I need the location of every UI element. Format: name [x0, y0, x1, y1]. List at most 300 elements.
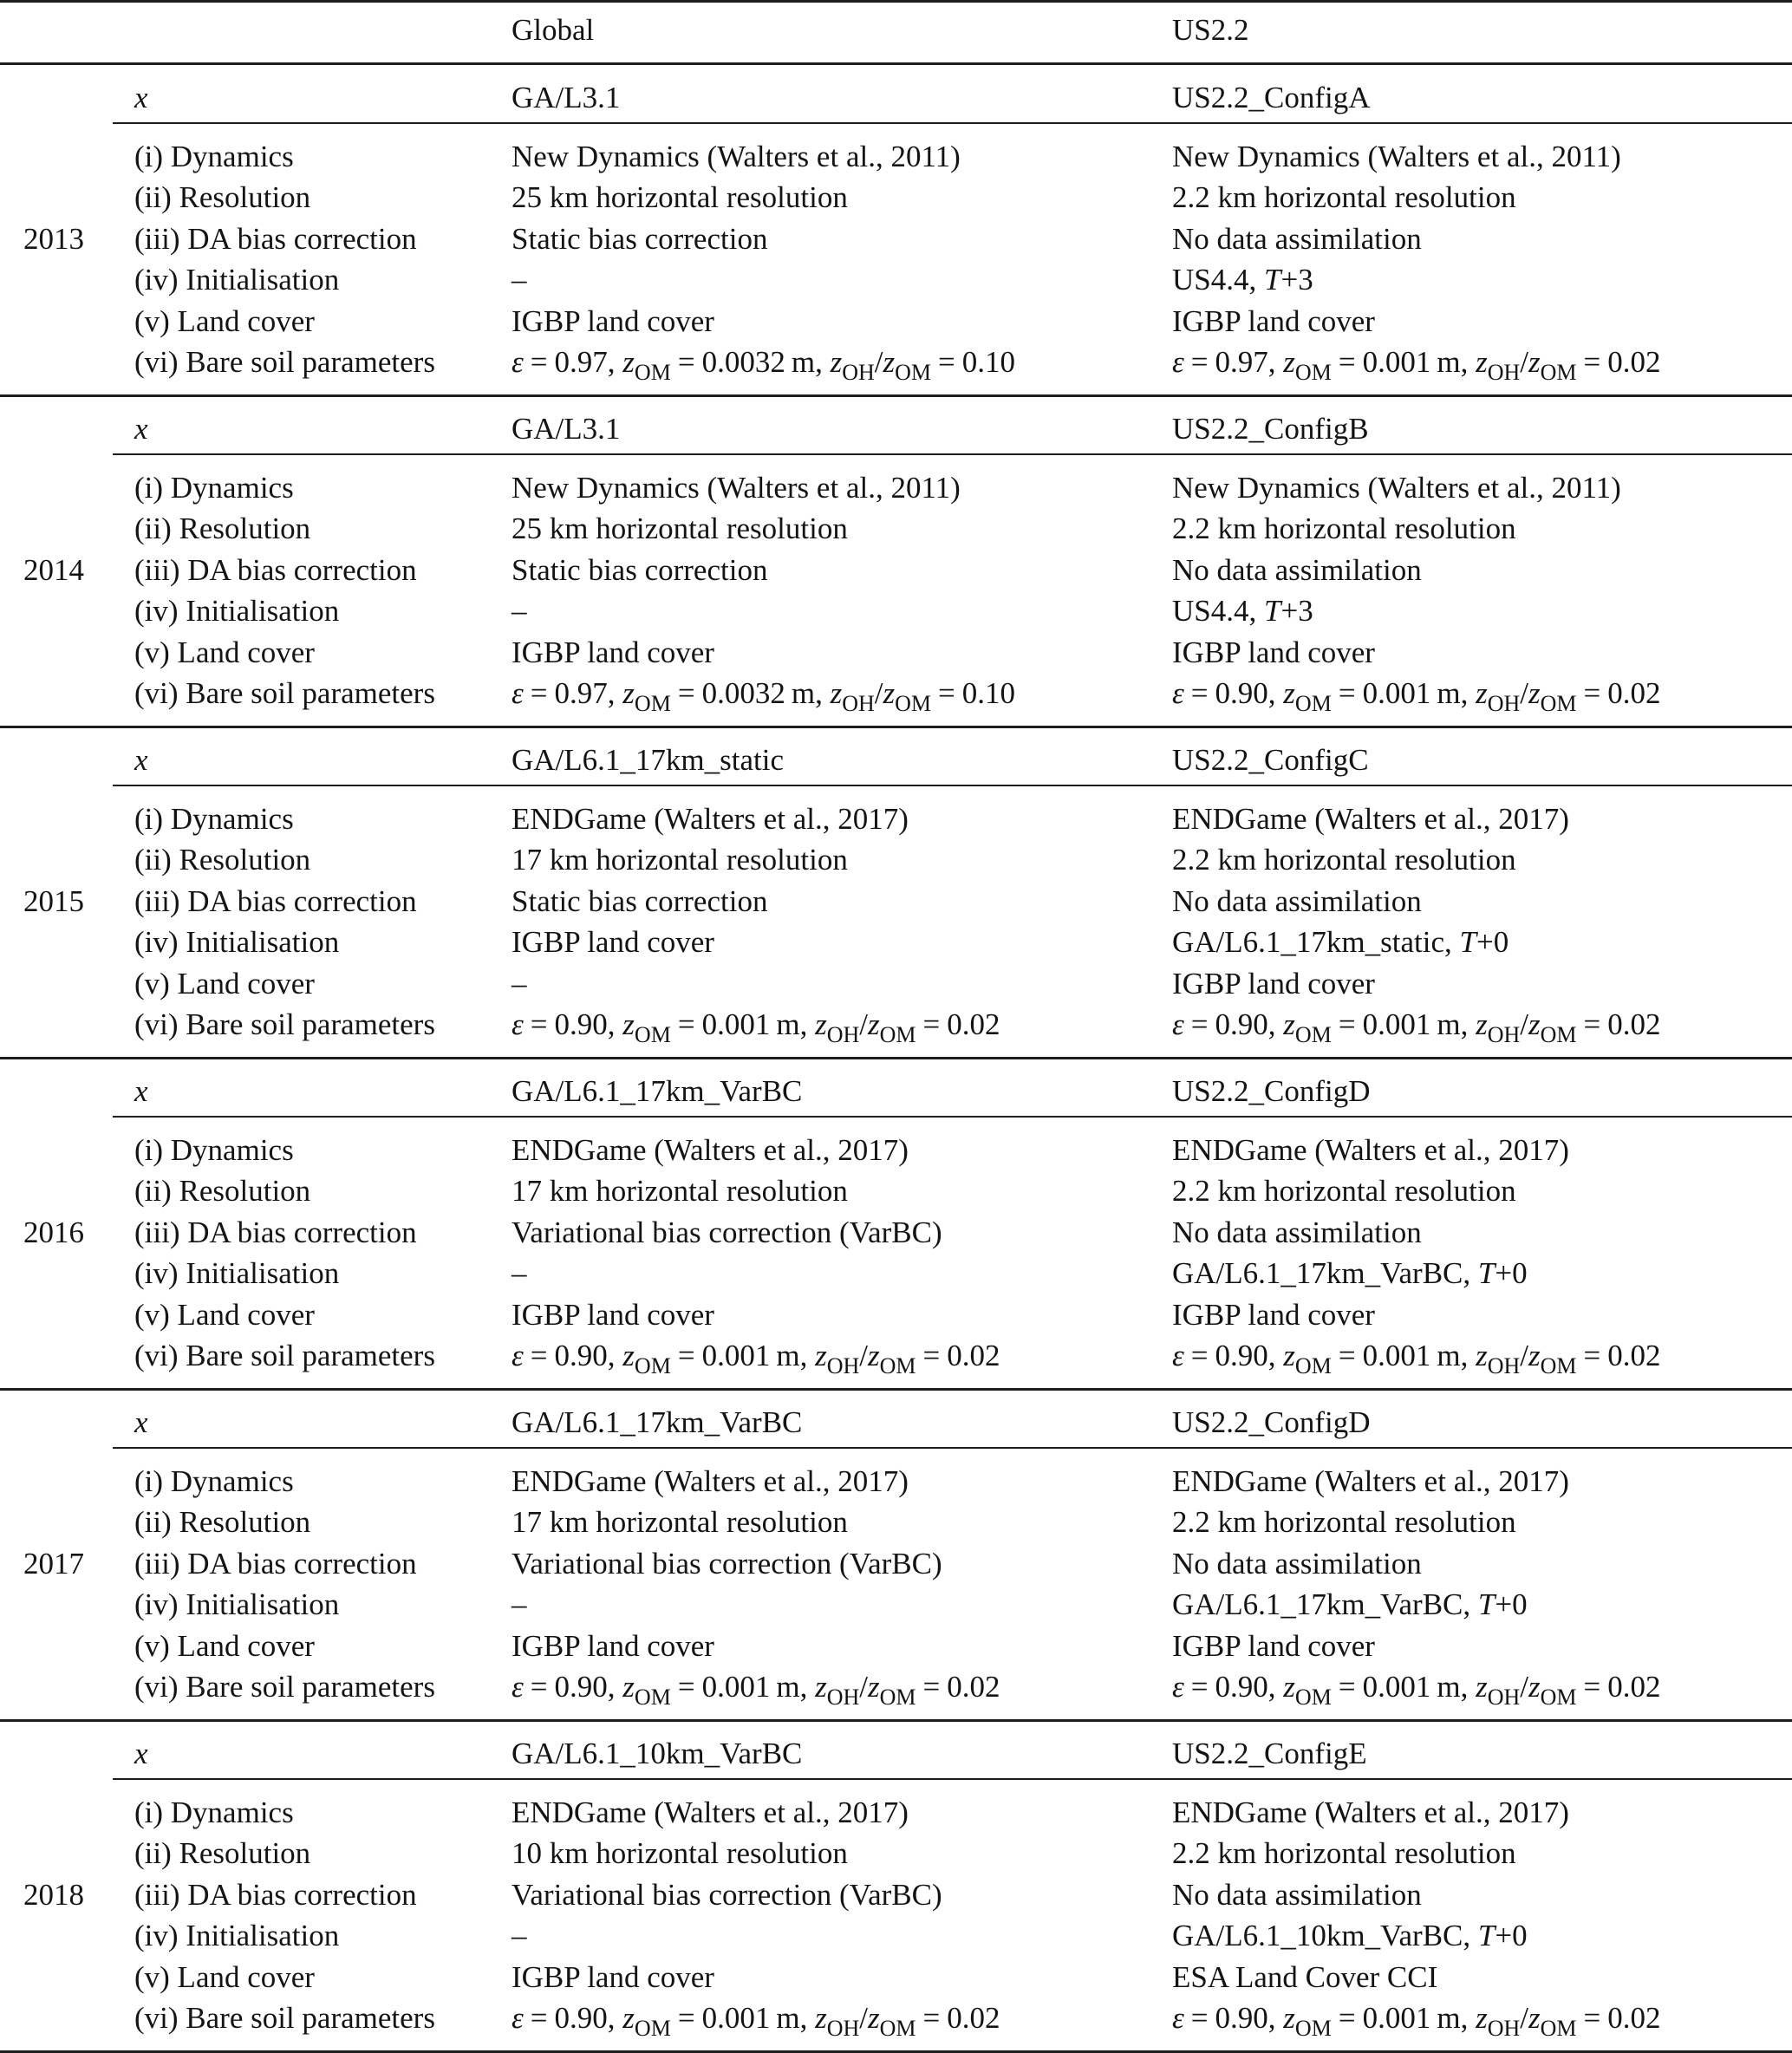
- year-label: 2018: [23, 1877, 84, 1912]
- subscript-om: OM: [895, 360, 932, 385]
- z-om-value: 0.0032: [701, 676, 785, 710]
- z-om-value: 0.001: [701, 2001, 771, 2035]
- equals-sign: =: [530, 676, 548, 710]
- row-label-bare-soil: (vi) Bare soil parameters: [134, 1007, 435, 1041]
- epsilon-symbol: ε: [1172, 676, 1184, 710]
- unit-m: m: [791, 676, 816, 710]
- us-dynamics: ENDGame (Walters et al., 2017): [1172, 1133, 1569, 1167]
- global-land-cover: IGBP land cover: [512, 303, 714, 338]
- us-da-bias: No data assimilation: [1172, 1215, 1422, 1249]
- unit-m: m: [776, 1670, 800, 1704]
- equals-sign: =: [530, 1339, 548, 1372]
- slash: /: [859, 2001, 868, 2035]
- slash: /: [1520, 345, 1528, 379]
- global-bare-soil: ε = 0.97, $z_{OM} = 0.0032$ m, $z_{OH}/z_{OM} = 0.10$: [512, 676, 1016, 716]
- unit-m: m: [1437, 1670, 1461, 1704]
- equals-sign: =: [1190, 1670, 1209, 1704]
- global-da-bias: Variational bias correction (VarBC): [512, 1215, 942, 1249]
- row-label-land-cover: (v) Land cover: [134, 303, 315, 338]
- slash: /: [1520, 1007, 1528, 1041]
- us-land-cover: IGBP land cover: [1172, 1297, 1375, 1332]
- z-symbol: z: [883, 345, 896, 379]
- subscript-om: OM: [1540, 691, 1577, 716]
- init-time-symbol: T: [1477, 1919, 1496, 1953]
- init-offset: +0: [1495, 1587, 1528, 1622]
- year-label: 2015: [23, 883, 84, 918]
- global-dynamics: New Dynamics (Walters et al., 2011): [512, 471, 961, 505]
- slash: /: [859, 1339, 868, 1372]
- z-symbol: z: [830, 345, 843, 379]
- config-rule: [113, 785, 1792, 786]
- init-prefix: US4.4,: [1172, 263, 1264, 297]
- init-prefix: GA/L6.1_17km_VarBC,: [1172, 1256, 1478, 1291]
- subscript-om: OM: [1540, 360, 1577, 385]
- row-label-resolution: (ii) Resolution: [134, 512, 311, 546]
- row-label-da-bias: (iii) DA bias correction: [134, 1215, 417, 1249]
- epsilon-value: 0.90: [1215, 2001, 1268, 2035]
- subscript-oh: OH: [842, 691, 875, 716]
- z-om-value: 0.001: [701, 1339, 771, 1372]
- global-config-name: GA/L6.1_10km_VarBC: [512, 1737, 803, 1770]
- slash: /: [874, 345, 883, 379]
- z-symbol: z: [622, 1007, 635, 1041]
- subscript-om: OM: [634, 1022, 671, 1047]
- subscript-oh: OH: [1487, 360, 1521, 385]
- ratio-value: 0.02: [1607, 345, 1661, 379]
- row-label-resolution: (ii) Resolution: [134, 180, 311, 215]
- init-time-symbol: T: [1477, 1256, 1496, 1291]
- us-da-bias: No data assimilation: [1172, 221, 1422, 256]
- equals-sign: =: [677, 1670, 695, 1704]
- subscript-oh: OH: [1487, 1685, 1521, 1710]
- equals-sign: =: [677, 1007, 695, 1041]
- z-symbol: z: [1528, 1339, 1541, 1372]
- year-label: 2014: [23, 552, 84, 587]
- z-symbol: z: [830, 676, 843, 710]
- row-label-da-bias: (iii) DA bias correction: [134, 1546, 417, 1580]
- ratio-value: 0.02: [1607, 1007, 1661, 1041]
- slash: /: [1520, 2001, 1528, 2035]
- global-initialisation: –: [512, 1256, 527, 1291]
- z-symbol: z: [1283, 345, 1295, 379]
- z-om-value: 0.001: [1362, 2001, 1431, 2035]
- us-resolution: 2.2 km horizontal resolution: [1172, 843, 1516, 877]
- row-label-da-bias: (iii) DA bias correction: [134, 1877, 417, 1912]
- z-symbol: z: [1528, 1007, 1541, 1041]
- global-config-name: GA/L6.1_17km_VarBC: [512, 1074, 803, 1108]
- global-dynamics: ENDGame (Walters et al., 2017): [512, 1464, 909, 1498]
- slash: /: [874, 676, 883, 710]
- x-label: x: [134, 412, 148, 446]
- equals-sign: =: [922, 1670, 941, 1704]
- ratio-value: 0.02: [1607, 2001, 1661, 2035]
- z-symbol: z: [1528, 1670, 1541, 1704]
- us-da-bias: No data assimilation: [1172, 1546, 1422, 1580]
- init-prefix: GA/L6.1_17km_VarBC,: [1172, 1587, 1478, 1622]
- equals-sign: =: [1338, 1670, 1356, 1704]
- global-resolution: 25 km horizontal resolution: [512, 180, 848, 215]
- epsilon-value: 0.90: [1215, 676, 1268, 710]
- z-symbol: z: [1476, 1339, 1488, 1372]
- equals-sign: =: [922, 2001, 941, 2035]
- z-om-value: 0.001: [1362, 676, 1431, 710]
- us-bare-soil: ε = 0.90, $z_{OM} = 0.001$ m, $z_{OH}/z_{OM} = 0.02$: [1172, 676, 1661, 716]
- us-bare-soil: ε = 0.97, $z_{OM} = 0.001$ m, $z_{OH}/z_{OM} = 0.02$: [1172, 345, 1661, 385]
- z-symbol: z: [1283, 676, 1295, 710]
- ratio-value: 0.02: [1607, 1670, 1661, 1704]
- global-land-cover: IGBP land cover: [512, 1959, 714, 1994]
- epsilon-symbol: ε: [512, 1339, 524, 1372]
- slash: /: [859, 1007, 868, 1041]
- block-rule: [0, 1388, 1792, 1391]
- row-label-dynamics: (i) Dynamics: [134, 471, 294, 505]
- us-config-name: US2.2_ConfigD: [1172, 1405, 1371, 1439]
- epsilon-value: 0.97: [1215, 345, 1268, 379]
- z-symbol: z: [815, 1670, 827, 1704]
- top-rule: [0, 0, 1792, 3]
- row-label-land-cover: (v) Land cover: [134, 1297, 315, 1332]
- ratio-value: 0.02: [1607, 1339, 1661, 1372]
- row-label-dynamics: (i) Dynamics: [134, 1133, 294, 1167]
- equals-sign: =: [1338, 2001, 1356, 2035]
- us-land-cover: IGBP land cover: [1172, 966, 1375, 1000]
- init-offset: +3: [1280, 263, 1313, 297]
- global-da-bias: Variational bias correction (VarBC): [512, 1877, 942, 1912]
- header-global: Global: [512, 13, 595, 47]
- subscript-om: OM: [1294, 1022, 1332, 1047]
- row-label-land-cover: (v) Land cover: [134, 635, 315, 669]
- row-label-land-cover: (v) Land cover: [134, 1628, 315, 1663]
- us-initialisation: [1172, 594, 1313, 629]
- z-symbol: z: [868, 1339, 880, 1372]
- init-prefix: GA/L6.1_10km_VarBC,: [1172, 1919, 1478, 1953]
- z-symbol: z: [1528, 345, 1541, 379]
- global-config-name: GA/L3.1: [512, 412, 621, 446]
- global-resolution: 17 km horizontal resolution: [512, 1174, 848, 1209]
- epsilon-symbol: ε: [1172, 345, 1184, 379]
- x-label: x: [134, 743, 148, 777]
- z-symbol: z: [1283, 1339, 1295, 1372]
- subscript-oh: OH: [826, 1022, 860, 1047]
- equals-sign: =: [1583, 1007, 1601, 1041]
- init-time-symbol: T: [1477, 1587, 1496, 1622]
- global-da-bias: Static bias correction: [512, 883, 768, 918]
- epsilon-value: 0.90: [1215, 1670, 1268, 1704]
- z-symbol: z: [1476, 1670, 1488, 1704]
- x-label: x: [134, 1074, 148, 1108]
- subscript-om: OM: [634, 1685, 671, 1710]
- global-land-cover: IGBP land cover: [512, 1628, 714, 1663]
- z-symbol: z: [1476, 345, 1488, 379]
- row-label-initialisation: (iv) Initialisation: [134, 1256, 340, 1291]
- init-time-symbol: T: [1264, 594, 1281, 629]
- year-label: 2016: [23, 1215, 84, 1249]
- x-label: x: [134, 81, 148, 114]
- x-label: x: [134, 1737, 148, 1770]
- slash: /: [1520, 1670, 1528, 1704]
- epsilon-symbol: ε: [1172, 1339, 1184, 1372]
- subscript-om: OM: [634, 2016, 671, 2041]
- us-bare-soil: ε = 0.90, $z_{OM} = 0.001$ m, $z_{OH}/z_{OM} = 0.02$: [1172, 1670, 1661, 1710]
- row-label-da-bias: (iii) DA bias correction: [134, 552, 417, 587]
- us-resolution: 2.2 km horizontal resolution: [1172, 180, 1516, 215]
- equals-sign: =: [1583, 2001, 1601, 2035]
- z-om-value: 0.001: [1362, 345, 1431, 379]
- row-label-da-bias: (iii) DA bias correction: [134, 883, 417, 918]
- z-om-value: 0.001: [1362, 1007, 1431, 1041]
- equals-sign: =: [677, 676, 695, 710]
- row-label-initialisation: (iv) Initialisation: [134, 1919, 340, 1953]
- z-symbol: z: [868, 1007, 880, 1041]
- z-symbol: z: [815, 1339, 827, 1372]
- subscript-om: OM: [634, 360, 671, 385]
- us-bare-soil: ε = 0.90, $z_{OM} = 0.001$ m, $z_{OH}/z_{OM} = 0.02$: [1172, 1339, 1661, 1378]
- z-symbol: z: [1476, 676, 1488, 710]
- z-symbol: z: [1283, 2001, 1295, 2035]
- global-config-name: GA/L3.1: [512, 81, 621, 114]
- epsilon-symbol: ε: [1172, 2001, 1184, 2035]
- us-config-name: US2.2_ConfigA: [1172, 81, 1371, 114]
- global-da-bias: Static bias correction: [512, 552, 768, 587]
- subscript-om: OM: [1294, 360, 1332, 385]
- epsilon-symbol: ε: [512, 2001, 524, 2035]
- us-config-name: US2.2_ConfigC: [1172, 743, 1369, 777]
- init-time-symbol: T: [1264, 263, 1281, 297]
- us-dynamics: ENDGame (Walters et al., 2017): [1172, 1796, 1569, 1829]
- global-da-bias: Variational bias correction (VarBC): [512, 1546, 942, 1580]
- unit-m: m: [1437, 1339, 1461, 1372]
- global-initialisation: –: [512, 1919, 527, 1953]
- global-config-name: GA/L6.1_17km_static: [512, 743, 784, 777]
- global-resolution: 10 km horizontal resolution: [512, 1836, 848, 1871]
- subscript-om: OM: [1540, 1685, 1577, 1710]
- ratio-value: 0.02: [1607, 676, 1661, 710]
- equals-sign: =: [1190, 2001, 1209, 2035]
- equals-sign: =: [677, 345, 695, 379]
- equals-sign: =: [1190, 1339, 1209, 1372]
- unit-m: m: [776, 1339, 800, 1372]
- row-label-dynamics: (i) Dynamics: [134, 140, 294, 173]
- unit-m: m: [1437, 2001, 1461, 2035]
- us-config-name: US2.2_ConfigB: [1172, 412, 1369, 446]
- global-dynamics: ENDGame (Walters et al., 2017): [512, 1133, 909, 1167]
- header-us: US2.2: [1172, 13, 1249, 47]
- ratio-value: 0.02: [947, 1339, 1000, 1372]
- equals-sign: =: [677, 2001, 695, 2035]
- z-symbol: z: [1476, 1007, 1488, 1041]
- subscript-oh: OH: [1487, 2016, 1521, 2041]
- global-resolution: 17 km horizontal resolution: [512, 843, 848, 877]
- unit-m: m: [776, 1007, 800, 1041]
- row-label-initialisation: (iv) Initialisation: [134, 594, 340, 629]
- equals-sign: =: [938, 345, 955, 379]
- epsilon-value: 0.90: [554, 2001, 608, 2035]
- subscript-om: OM: [1540, 1022, 1577, 1047]
- unit-m: m: [1437, 676, 1461, 710]
- subscript-oh: OH: [1487, 1353, 1521, 1378]
- slash: /: [859, 1670, 868, 1704]
- block-rule: [0, 394, 1792, 397]
- z-om-value: 0.001: [1362, 1339, 1431, 1372]
- epsilon-symbol: ε: [1172, 1007, 1184, 1041]
- subscript-oh: OH: [826, 2016, 860, 2041]
- epsilon-value: 0.90: [554, 1007, 608, 1041]
- z-symbol: z: [1528, 676, 1541, 710]
- row-label-land-cover: (v) Land cover: [134, 1959, 315, 1994]
- subscript-oh: OH: [1487, 691, 1521, 716]
- us-da-bias: No data assimilation: [1172, 1877, 1422, 1912]
- z-symbol: z: [622, 2001, 635, 2035]
- global-land-cover: IGBP land cover: [512, 1297, 714, 1332]
- x-label: x: [134, 1405, 148, 1439]
- global-land-cover: IGBP land cover: [512, 635, 714, 669]
- global-config-name: GA/L6.1_17km_VarBC: [512, 1405, 803, 1439]
- us-land-cover: IGBP land cover: [1172, 1628, 1375, 1663]
- ratio-value: 0.10: [961, 676, 1016, 710]
- equals-sign: =: [1338, 1007, 1356, 1041]
- subscript-oh: OH: [1487, 1022, 1521, 1047]
- subscript-oh: OH: [826, 1685, 860, 1710]
- ratio-value: 0.10: [961, 345, 1016, 379]
- row-label-bare-soil: (vi) Bare soil parameters: [134, 1670, 435, 1704]
- equals-sign: =: [922, 1339, 941, 1372]
- config-rule: [113, 122, 1792, 124]
- subscript-om: OM: [879, 1022, 916, 1047]
- us-land-cover: IGBP land cover: [1172, 303, 1375, 338]
- config-rule: [113, 453, 1792, 455]
- z-symbol: z: [1476, 2001, 1488, 2035]
- subscript-om: OM: [879, 1685, 916, 1710]
- unit-m: m: [776, 2001, 800, 2035]
- block-rule: [0, 1057, 1792, 1059]
- equals-sign: =: [1190, 345, 1209, 379]
- us-dynamics: ENDGame (Walters et al., 2017): [1172, 1464, 1569, 1498]
- z-symbol: z: [815, 1007, 827, 1041]
- subscript-oh: OH: [842, 360, 875, 385]
- z-symbol: z: [622, 676, 635, 710]
- subscript-om: OM: [634, 691, 671, 716]
- year-label: 2017: [23, 1546, 84, 1580]
- subscript-om: OM: [1294, 691, 1332, 716]
- equals-sign: =: [530, 1670, 548, 1704]
- config-rule: [113, 1116, 1792, 1118]
- global-dynamics: ENDGame (Walters et al., 2017): [512, 1796, 909, 1829]
- z-om-value: 0.0032: [701, 345, 785, 379]
- global-dynamics: New Dynamics (Walters et al., 2011): [512, 140, 961, 173]
- epsilon-symbol: ε: [512, 1007, 524, 1041]
- ratio-value: 0.02: [947, 1670, 1000, 1704]
- z-symbol: z: [622, 1339, 635, 1372]
- epsilon-symbol: ε: [512, 1670, 524, 1704]
- us-land-cover: ESA Land Cover CCI: [1172, 1959, 1438, 1994]
- us-config-name: US2.2_ConfigD: [1172, 1074, 1371, 1108]
- us-bare-soil: ε = 0.90, $z_{OM} = 0.001$ m, $z_{OH}/z_{OM} = 0.02$: [1172, 1007, 1661, 1047]
- equals-sign: =: [1190, 676, 1209, 710]
- equals-sign: =: [1583, 1670, 1601, 1704]
- epsilon-value: 0.90: [1215, 1339, 1268, 1372]
- row-label-initialisation: (iv) Initialisation: [134, 925, 340, 960]
- global-resolution: 17 km horizontal resolution: [512, 1505, 848, 1540]
- config-rule: [113, 1447, 1792, 1449]
- us-initialisation: [1172, 1256, 1528, 1291]
- global-bare-soil: ε = 0.90, $z_{OM} = 0.001$ m, $z_{OH}/z_{OM} = 0.02$: [512, 1339, 1000, 1378]
- us-resolution: 2.2 km horizontal resolution: [1172, 512, 1516, 546]
- us-dynamics: New Dynamics (Walters et al., 2011): [1172, 471, 1621, 505]
- us-config-name: US2.2_ConfigE: [1172, 1737, 1367, 1770]
- subscript-om: OM: [634, 1353, 671, 1378]
- z-symbol: z: [883, 676, 896, 710]
- init-offset: +0: [1495, 1919, 1528, 1953]
- epsilon-symbol: ε: [512, 345, 524, 379]
- equals-sign: =: [1338, 1339, 1356, 1372]
- equals-sign: =: [1338, 345, 1356, 379]
- global-bare-soil: ε = 0.90, $z_{OM} = 0.001$ m, $z_{OH}/z_{OM} = 0.02$: [512, 1670, 1000, 1710]
- global-resolution: 25 km horizontal resolution: [512, 512, 848, 546]
- subscript-om: OM: [879, 1353, 916, 1378]
- z-symbol: z: [868, 2001, 880, 2035]
- row-label-land-cover: (v) Land cover: [134, 966, 315, 1000]
- us-initialisation: [1172, 925, 1509, 960]
- row-label-bare-soil: (vi) Bare soil parameters: [134, 2001, 435, 2035]
- global-initialisation: –: [512, 594, 527, 629]
- init-offset: +0: [1476, 925, 1509, 960]
- init-offset: +0: [1495, 1256, 1528, 1291]
- init-time-symbol: T: [1459, 925, 1476, 960]
- subscript-om: OM: [1540, 2016, 1577, 2041]
- row-label-resolution: (ii) Resolution: [134, 1836, 311, 1871]
- global-land-cover: –: [512, 966, 527, 1000]
- epsilon-symbol: ε: [1172, 1670, 1184, 1704]
- global-bare-soil: ε = 0.90, $z_{OM} = 0.001$ m, $z_{OH}/z_{OM} = 0.02$: [512, 1007, 1000, 1047]
- global-initialisation: –: [512, 1587, 527, 1622]
- slash: /: [1520, 676, 1528, 710]
- subscript-oh: OH: [826, 1353, 860, 1378]
- unit-m: m: [791, 345, 816, 379]
- row-label-dynamics: (i) Dynamics: [134, 802, 294, 836]
- equals-sign: =: [1338, 676, 1356, 710]
- global-initialisation: IGBP land cover: [512, 925, 714, 960]
- us-land-cover: IGBP land cover: [1172, 635, 1375, 669]
- us-resolution: 2.2 km horizontal resolution: [1172, 1836, 1516, 1871]
- row-label-resolution: (ii) Resolution: [134, 843, 311, 877]
- ratio-value: 0.02: [947, 2001, 1000, 2035]
- us-resolution: 2.2 km horizontal resolution: [1172, 1174, 1516, 1209]
- us-da-bias: No data assimilation: [1172, 552, 1422, 587]
- us-da-bias: No data assimilation: [1172, 883, 1422, 918]
- us-initialisation: [1172, 263, 1313, 297]
- us-initialisation: [1172, 1587, 1528, 1622]
- unit-m: m: [1437, 345, 1461, 379]
- unit-m: m: [1437, 1007, 1461, 1041]
- equals-sign: =: [677, 1339, 695, 1372]
- equals-sign: =: [922, 1007, 941, 1041]
- init-prefix: GA/L6.1_17km_static,: [1172, 925, 1460, 960]
- subscript-om: OM: [879, 2016, 916, 2041]
- epsilon-value: 0.97: [554, 345, 608, 379]
- epsilon-value: 0.90: [554, 1670, 608, 1704]
- equals-sign: =: [530, 345, 548, 379]
- row-label-resolution: (ii) Resolution: [134, 1174, 311, 1209]
- z-symbol: z: [868, 1670, 880, 1704]
- init-prefix: US4.4,: [1172, 594, 1264, 629]
- subscript-om: OM: [895, 691, 932, 716]
- subscript-om: OM: [1294, 1685, 1332, 1710]
- z-om-value: 0.001: [1362, 1670, 1431, 1704]
- global-bare-soil: ε = 0.97, $z_{OM} = 0.0032$ m, $z_{OH}/z_{OM} = 0.10$: [512, 345, 1016, 385]
- row-label-bare-soil: (vi) Bare soil parameters: [134, 1339, 435, 1372]
- z-om-value: 0.001: [701, 1670, 771, 1704]
- global-bare-soil: ε = 0.90, $z_{OM} = 0.001$ m, $z_{OH}/z_{OM} = 0.02$: [512, 2001, 1000, 2041]
